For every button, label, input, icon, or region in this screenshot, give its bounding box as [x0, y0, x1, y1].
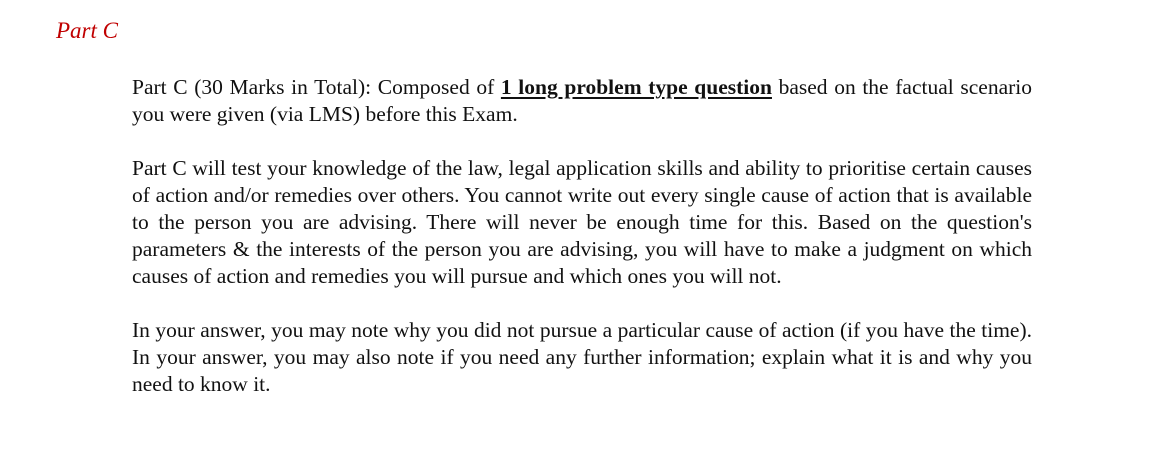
section-heading: Part C	[56, 18, 118, 43]
overview-text-before: Part C (30 Marks in Total): Composed of	[132, 75, 501, 99]
paragraph-assessment-criteria: Part C will test your knowledge of the law, legal application skills and ability to prioritise certain causes of action and/or remedies over others. You cannot write out every single cause of action that is available to the person you are advising. There will never be enough time for this. Based on the question's parameters & the interests of the person you are advising, you will have to make a judgment on which causes of action and remedies you will pursue and which ones you will not.	[132, 156, 1032, 288]
paragraph-answer-guidance: In your answer, you may note why you did not pursue a particular cause of action (if you have the time). In your answer, you may also note if you need any further information; explain what it is and why you need to know it.	[132, 318, 1032, 396]
paragraph-overview	[132, 74, 1032, 128]
question-type-emphasis: 1 long problem type question	[500, 75, 772, 99]
instructions-body	[132, 74, 1032, 398]
overview-text-after: based on the factual scenario you were given (via LMS) before this Exam.	[132, 75, 1032, 126]
